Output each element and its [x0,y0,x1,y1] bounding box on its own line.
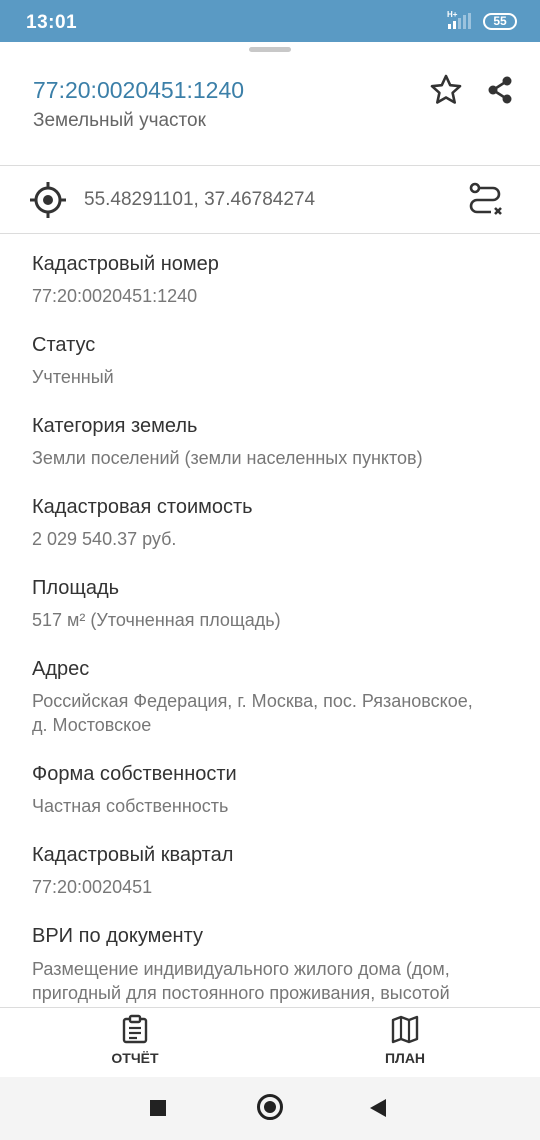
field-label: Площадь [32,577,120,599]
details-list[interactable] [0,234,540,1006]
recent-apps-icon[interactable] [150,1100,166,1116]
bottom-action-bar [0,1007,540,1077]
share-icon[interactable] [482,72,518,108]
status-time: 13:01 [26,12,78,33]
signal-icon [446,13,474,29]
clipboard-icon [121,1014,149,1044]
field-label: Кадастровая стоимость [32,496,253,518]
status-bar [0,0,540,42]
page-title: 77:20:0020451:1240 [33,77,245,103]
report-label: ОТЧЁТ [111,1050,159,1066]
field-label: Категория земель [32,415,198,437]
crosshair-target-icon[interactable] [28,180,68,220]
coordinates-text[interactable]: 55.48291101, 37.46784274 [84,189,316,210]
field-value: 77:20:0020451 [32,877,153,897]
report-button[interactable] [95,1010,175,1070]
field-label: ВРИ по документу [32,925,203,947]
field-label: Кадастровый квартал [32,844,234,866]
back-icon[interactable] [370,1099,386,1117]
network-type: H+ [447,10,458,19]
home-icon[interactable] [257,1094,283,1120]
divider [0,165,540,166]
field-value: Российская Федерация, г. Москва, пос. Рязановское, [32,691,473,711]
field-value: пригодный для постоянного проживания, высотой [32,983,450,1003]
field-label: Статус [32,334,96,356]
plan-button[interactable] [365,1010,445,1070]
sheet-drag-handle[interactable] [249,47,291,52]
home-icon-dot [264,1101,276,1113]
field-label: Кадастровый номер [32,253,219,275]
field-value: 517 м² (Уточненная площадь) [32,610,281,630]
field-value: Земли поселений (земли населенных пунктов) [32,448,423,468]
field-label: Форма собственности [32,763,237,785]
map-icon [391,1014,419,1044]
field-value: 77:20:0020451:1240 [32,286,198,306]
star-icon[interactable] [428,72,464,108]
object-type: Земельный участок [33,110,206,131]
battery-icon: 55 [483,13,517,30]
field-value: Учтенный [32,367,114,387]
plan-label: ПЛАН [384,1050,426,1066]
field-value: 2 029 540.37 руб. [32,529,177,549]
field-value: д. Мостовское [32,715,152,735]
field-value: Размещение индивидуального жилого дома (дом, [32,959,450,979]
field-value: Частная собственность [32,796,229,816]
field-label: Адрес [32,658,90,680]
route-icon[interactable] [465,180,505,220]
